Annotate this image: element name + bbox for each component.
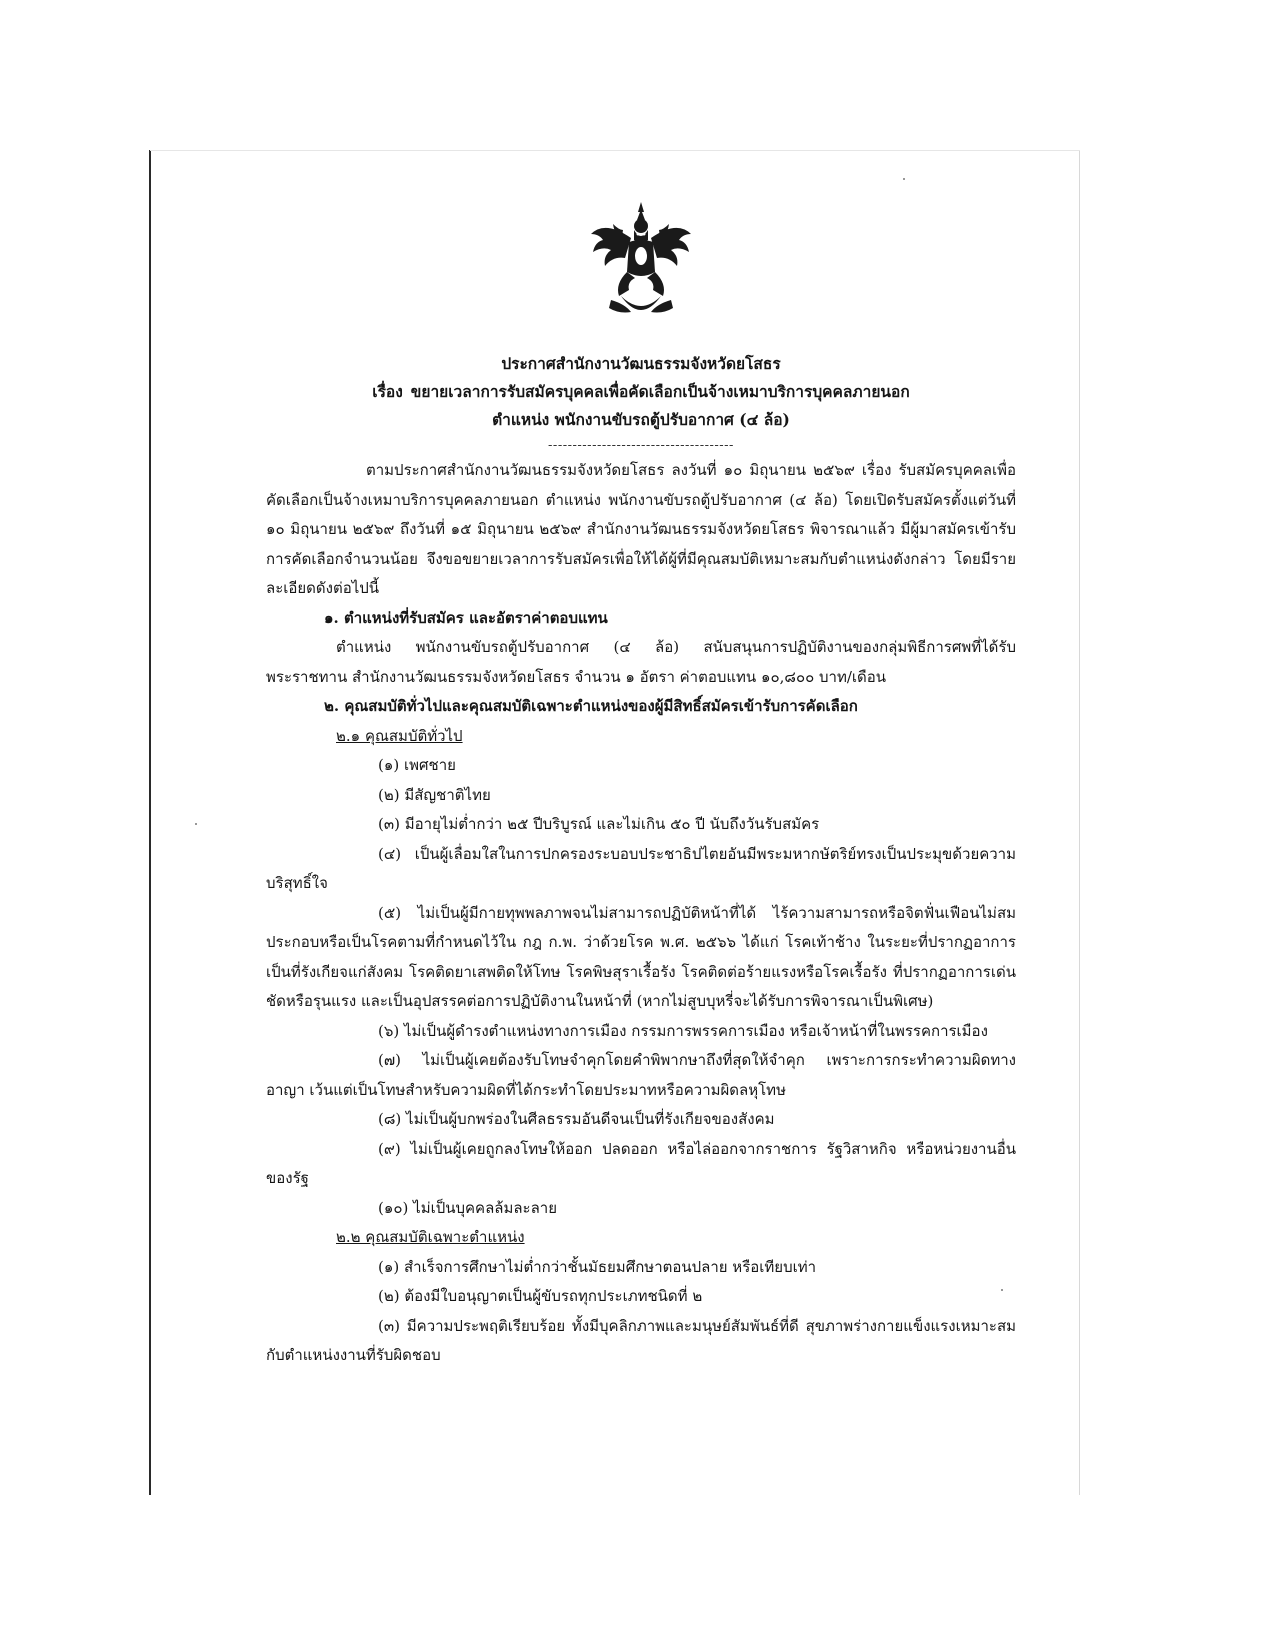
general-item-9: (๙) ไม่เป็นผู้เคยถูกลงโทษให้ออก ปลดออก หรือไล่ออกจากราชการ รัฐวิสาหกิจ หรือหน่วยงานอื่นของรัฐ — [266, 1139, 1016, 1187]
scan-edge-right — [1079, 150, 1080, 1495]
subject-label: เรื่อง — [372, 382, 403, 401]
subject-line — [266, 378, 1016, 406]
specific-item-1: (๑) สำเร็จการศึกษาไม่ต่ำกว่าชั้นมัธยมศึกษาตอนปลาย หรือเทียบเท่า — [378, 1257, 817, 1276]
org-title: ประกาศสำนักงานวัฒนธรรมจังหวัดยโสธร — [501, 354, 781, 373]
specific-qualifications-heading: ๒.๒ คุณสมบัติเฉพาะตำแหน่ง — [336, 1228, 525, 1246]
document-body — [266, 456, 1016, 1371]
general-qualifications-heading: ๒.๑ คุณสมบัติทั่วไป — [336, 726, 463, 745]
scan-edge-top — [150, 150, 1080, 151]
general-item-10: (๑๐) ไม่เป็นบุคคลล้มละลาย — [378, 1198, 557, 1217]
section-1-paragraph: ตำแหน่ง พนักงานขับรถตู้ปรับอากาศ (๔ ล้อ) สนับสนุนการปฏิบัติงานของกลุ่มพิธีการศพที่ได้รับพระราชทาน สำนักงานวัฒนธรรมจังหวัดยโสธร จำนวน ๑ อัตรา ค่าตอบแทน ๑๐,๘๐๐ บาท/เดือน — [266, 638, 1016, 686]
general-item-3: (๓) มีอายุไม่ต่ำกว่า ๒๕ ปีบริบูรณ์ และไม่เกิน ๕๐ ปี นับถึงวันรับสมัคร — [378, 815, 820, 833]
position-title: ตำแหน่ง พนักงานขับรถตู้ปรับอากาศ (๔ ล้อ) — [492, 410, 790, 429]
subject-text: ขยายเวลาการรับสมัครบุคคลเพื่อคัดเลือกเป็นจ้างเหมาบริการบุคคลภายนอก — [410, 382, 910, 401]
specific-item-2: (๒) ต้องมีใบอนุญาตเป็นผู้ขับรถทุกประเภทชนิดที่ ๒ — [378, 1287, 703, 1305]
general-item-5: (๕) ไม่เป็นผู้มีกายทุพพลภาพจนไม่สามารถปฏิบัติหน้าที่ได้ ไร้ความสามารถหรือจิตฟั่นเฟือนไม่สมประกอบหรือเป็นโรคตามที่กำหนดไว้ใน กฎ ก.พ. ว่าด้วยโรค พ.ศ. ๒๕๖๖ ได้แก่ โรคเท้าช้าง ในระยะที่ปรากฏอาการเป็นที่รังเกียจแก่สังคม โรคติดยาเสพติดให้โทษ โรคพิษสุราเรื้อรัง โรคติดต่อร้ายแรงหรือโรคเรื้อรัง ที่ปรากฏอาการเด่นชัดหรือรุนแรง และเป็นอุปสรรคต่อการปฏิบัติงานในหน้าที่ (หากไม่สูบบุหรี่จะได้รับการพิจารณาเป็นพิเศษ) — [266, 903, 1016, 1010]
general-item-2: (๒) มีสัญชาติไทย — [378, 785, 491, 804]
general-item-6: (๖) ไม่เป็นผู้ดำรงตำแหน่งทางการเมือง กรรมการพรรคการเมือง หรือเจ้าหน้าที่ในพรรคการเมือง — [378, 1021, 988, 1040]
specific-item-3: (๓) มีความประพฤติเรียบร้อย ทั้งมีบุคลิกภาพและมนุษย์สัมพันธ์ที่ดี สุขภาพร่างกายแข็งแรงเหมาะสมกับตำแหน่งงานที่รับผิดชอบ — [266, 1316, 1016, 1364]
document-page — [266, 200, 1016, 1371]
general-item-7: (๗) ไม่เป็นผู้เคยต้องรับโทษจำคุกโดยคำพิพากษาถึงที่สุดให้จำคุก เพราะการกระทำความผิดทางอาญา เว้นแต่เป็นโทษสำหรับความผิดที่ได้กระทำโดยประมาทหรือความผิดลหุโทษ — [266, 1051, 1016, 1099]
title-divider: -------------------------------------- — [548, 438, 734, 453]
section-1-heading: ๑. ตำแหน่งที่รับสมัคร และอัตราค่าตอบแทน — [324, 608, 608, 627]
announcement-title — [266, 350, 1016, 434]
intro-paragraph: ตามประกาศสำนักงานวัฒนธรรมจังหวัดยโสธร ลงวันที่ ๑๐ มิถุนายน ๒๕๖๙ เรื่อง รับสมัครบุคคลเพื่อคัดเลือกเป็นจ้างเหมาบริการบุคคลภายนอก ตำแหน่ง พนักงานขับรถตู้ปรับอากาศ (๔ ล้อ) โดยเปิดรับสมัครตั้งแต่วันที่ ๑๐ มิถุนายน ๒๕๖๙ ถึงวันที่ ๑๕ มิถุนายน ๒๕๖๙ สำนักงานวัฒนธรรมจังหวัดยโสธร พิจารณาแล้ว มีผู้มาสมัครเข้ารับการคัดเลือกจำนวนน้อย จึงขอขยายเวลาการรับสมัครเพื่อให้ได้ผู้ที่มีคุณสมบัติเหมาะสมกับตำแหน่งดังกล่าว โดยมีรายละเอียดดังต่อไปนี้ — [266, 461, 1016, 597]
section-2-heading: ๒. คุณสมบัติทั่วไปและคุณสมบัติเฉพาะตำแหน่งของผู้มีสิทธิ์สมัครเข้ารับการคัดเลือก — [324, 697, 858, 715]
general-item-4: (๔) เป็นผู้เลื่อมใสในการปกครองระบอบประชาธิปไตยอันมีพระมหากษัตริย์ทรงเป็นประมุขด้วยความบริสุทธิ์ใจ — [266, 844, 1016, 892]
scan-speck — [195, 823, 197, 825]
scan-edge-left — [149, 150, 151, 1495]
general-item-1: (๑) เพศชาย — [378, 756, 456, 774]
garuda-emblem — [585, 200, 697, 322]
general-item-8: (๘) ไม่เป็นผู้บกพร่องในศีลธรรมอันดีจนเป็นที่รังเกียจของสังคม — [378, 1110, 775, 1128]
scan-speck — [903, 178, 905, 180]
